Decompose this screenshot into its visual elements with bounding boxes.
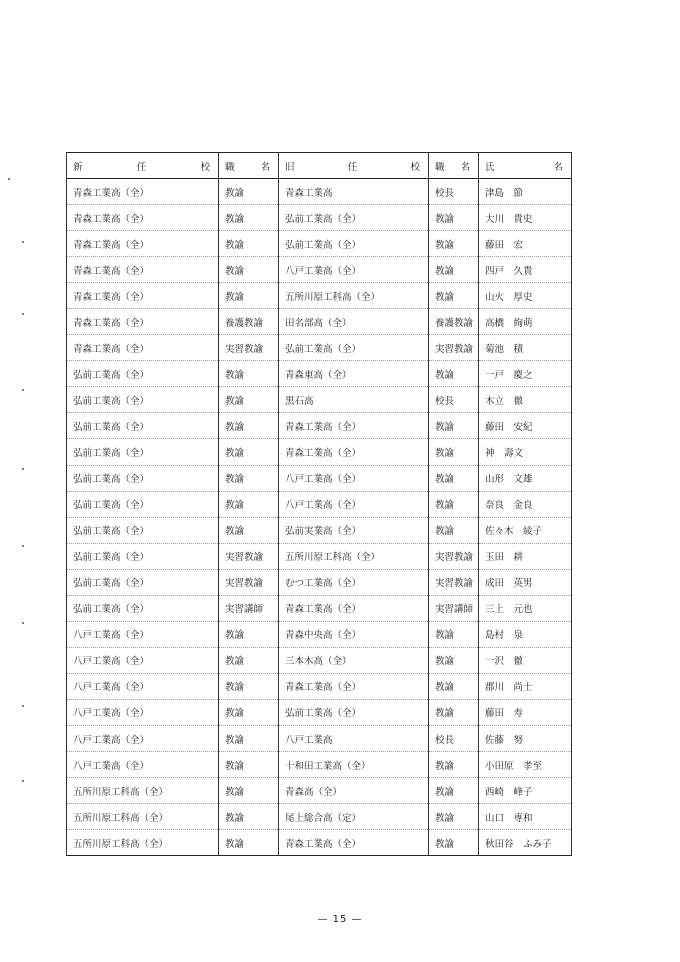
cell-old-school: 尾上総合高（定）	[279, 804, 429, 830]
cell-old-school: 黒石高	[279, 387, 429, 413]
cell-new-school: 八戸工業高（全）	[67, 752, 219, 778]
cell-old-school: 八戸工業高（全）	[279, 465, 429, 491]
cell-old-school: 五所川原工科高（全）	[279, 283, 429, 309]
cell-new-position: 教諭	[219, 465, 279, 491]
cell-new-position: 教諭	[219, 491, 279, 517]
table-body	[67, 179, 572, 856]
table-row	[67, 231, 572, 257]
cell-name: 高橋 絢萌	[479, 309, 572, 335]
cell-new-school: 青森工業高（全）	[67, 179, 219, 205]
table-row	[67, 543, 572, 569]
personnel-table	[66, 152, 572, 856]
cell-new-school: 五所川原工科高（全）	[67, 830, 219, 856]
cell-old-school: 八戸工業高（全）	[279, 257, 429, 283]
cell-old-position: 教諭	[429, 361, 479, 387]
cell-new-school: 弘前工業高（全）	[67, 413, 219, 439]
cell-new-position: 教諭	[219, 752, 279, 778]
cell-new-position: 教諭	[219, 830, 279, 856]
cell-new-school: 弘前工業高（全）	[67, 387, 219, 413]
cell-new-position: 教諭	[219, 439, 279, 465]
cell-new-position: 教諭	[219, 699, 279, 725]
cell-name: 佐々木 綾子	[479, 517, 572, 543]
header-new-position: 職 名	[219, 153, 279, 179]
cell-old-position: 教諭	[429, 778, 479, 804]
cell-new-position: 教諭	[219, 387, 279, 413]
cell-new-position: 教諭	[219, 257, 279, 283]
cell-name: 四戸 久貴	[479, 257, 572, 283]
cell-name: 島村 泉	[479, 621, 572, 647]
cell-old-position: 教諭	[429, 413, 479, 439]
table-row	[67, 465, 572, 491]
cell-old-position: 教諭	[429, 699, 479, 725]
cell-old-position: 教諭	[429, 647, 479, 673]
cell-old-school: 青森工業高（全）	[279, 673, 429, 699]
cell-name: 神 壽文	[479, 439, 572, 465]
cell-name: 郡川 尚士	[479, 673, 572, 699]
cell-new-school: 八戸工業高（全）	[67, 699, 219, 725]
cell-old-position: 教諭	[429, 231, 479, 257]
table-row	[67, 283, 572, 309]
cell-old-position: 実習教諭	[429, 543, 479, 569]
table-row	[67, 595, 572, 621]
cell-old-school: 弘前実業高（全）	[279, 517, 429, 543]
cell-new-school: 弘前工業高（全）	[67, 595, 219, 621]
cell-name: 一沢 徹	[479, 647, 572, 673]
cell-new-position: 教諭	[219, 231, 279, 257]
scan-speck	[22, 389, 24, 391]
cell-new-school: 青森工業高（全）	[67, 257, 219, 283]
cell-old-school: 青森工業高（全）	[279, 439, 429, 465]
cell-name: 菊池 積	[479, 335, 572, 361]
cell-new-school: 八戸工業高（全）	[67, 621, 219, 647]
cell-new-school: 青森工業高（全）	[67, 335, 219, 361]
cell-old-school: 弘前工業高（全）	[279, 335, 429, 361]
table-row	[67, 778, 572, 804]
table-row	[67, 804, 572, 830]
cell-new-position: 養護教諭	[219, 309, 279, 335]
cell-new-school: 弘前工業高（全）	[67, 517, 219, 543]
cell-new-school: 青森工業高（全）	[67, 309, 219, 335]
cell-old-school: 八戸工業高（全）	[279, 491, 429, 517]
cell-old-position: 教諭	[429, 830, 479, 856]
cell-old-school: 弘前工業高（全）	[279, 699, 429, 725]
cell-old-position: 校長	[429, 725, 479, 751]
header-old-school: 旧 任 校	[279, 153, 429, 179]
scan-speck	[8, 178, 10, 180]
cell-old-school: 三本木高（全）	[279, 647, 429, 673]
cell-old-school: 青森中央高（全）	[279, 621, 429, 647]
table-row	[67, 491, 572, 517]
scan-speck	[22, 545, 24, 547]
scan-speck	[22, 705, 24, 707]
cell-old-position: 教諭	[429, 752, 479, 778]
header-old-position: 職 名	[429, 153, 479, 179]
table-row	[67, 647, 572, 673]
cell-old-school: 青森工業高	[279, 179, 429, 205]
cell-old-school: 青森東高（全）	[279, 361, 429, 387]
cell-new-school: 八戸工業高（全）	[67, 647, 219, 673]
cell-new-school: 五所川原工科高（全）	[67, 778, 219, 804]
table-row	[67, 205, 572, 231]
cell-old-school: 弘前工業高（全）	[279, 205, 429, 231]
cell-old-school: むつ工業高（全）	[279, 569, 429, 595]
cell-name: 藤田 安紀	[479, 413, 572, 439]
cell-name: 津島 節	[479, 179, 572, 205]
cell-new-school: 弘前工業高（全）	[67, 569, 219, 595]
cell-old-position: 教諭	[429, 491, 479, 517]
cell-old-position: 教諭	[429, 283, 479, 309]
table-row	[67, 361, 572, 387]
cell-old-school: 青森工業高（全）	[279, 413, 429, 439]
cell-new-position: 教諭	[219, 205, 279, 231]
cell-new-position: 実習講師	[219, 595, 279, 621]
cell-old-school: 弘前工業高（全）	[279, 231, 429, 257]
cell-old-position: 実習教諭	[429, 569, 479, 595]
cell-old-position: 教諭	[429, 804, 479, 830]
cell-old-position: 教諭	[429, 673, 479, 699]
cell-new-school: 青森工業高（全）	[67, 205, 219, 231]
cell-name: 山形 文雄	[479, 465, 572, 491]
cell-name: 三上 元也	[479, 595, 572, 621]
table-row	[67, 830, 572, 856]
cell-new-school: 弘前工業高（全）	[67, 491, 219, 517]
cell-old-school: 青森工業高（全）	[279, 595, 429, 621]
scan-speck	[22, 241, 24, 243]
cell-new-position: 実習教諭	[219, 569, 279, 595]
cell-new-position: 教諭	[219, 725, 279, 751]
table-row	[67, 699, 572, 725]
cell-new-position: 教諭	[219, 673, 279, 699]
cell-new-position: 教諭	[219, 361, 279, 387]
cell-new-position: 教諭	[219, 517, 279, 543]
cell-old-school: 五所川原工科高（全）	[279, 543, 429, 569]
cell-new-position: 教諭	[219, 647, 279, 673]
table-row	[67, 439, 572, 465]
cell-new-position: 教諭	[219, 621, 279, 647]
cell-new-school: 弘前工業高（全）	[67, 439, 219, 465]
cell-new-school: 青森工業高（全）	[67, 231, 219, 257]
table-row	[67, 517, 572, 543]
cell-name: 藤田 宏	[479, 231, 572, 257]
cell-name: 西崎 峰子	[479, 778, 572, 804]
cell-old-position: 教諭	[429, 439, 479, 465]
table-row	[67, 413, 572, 439]
scan-speck	[22, 468, 24, 470]
cell-old-position: 教諭	[429, 257, 479, 283]
cell-new-school: 弘前工業高（全）	[67, 543, 219, 569]
cell-name: 木立 徹	[479, 387, 572, 413]
cell-new-position: 教諭	[219, 179, 279, 205]
table-row	[67, 752, 572, 778]
cell-old-position: 実習講師	[429, 595, 479, 621]
cell-old-school: 八戸工業高	[279, 725, 429, 751]
table-row	[67, 257, 572, 283]
cell-old-school: 田名部高（全）	[279, 309, 429, 335]
cell-old-position: 校長	[429, 387, 479, 413]
cell-name: 成田 英男	[479, 569, 572, 595]
table-row	[67, 335, 572, 361]
cell-name: 小田原 孝至	[479, 752, 572, 778]
cell-old-position: 教諭	[429, 517, 479, 543]
table-header-row	[67, 153, 572, 179]
cell-old-position: 校長	[429, 179, 479, 205]
cell-new-position: 教諭	[219, 804, 279, 830]
table-row	[67, 569, 572, 595]
cell-new-school: 弘前工業高（全）	[67, 361, 219, 387]
cell-name: 奈良 金良	[479, 491, 572, 517]
table-row	[67, 621, 572, 647]
table-row	[67, 309, 572, 335]
cell-name: 山口 専和	[479, 804, 572, 830]
cell-old-position: 実習教諭	[429, 335, 479, 361]
cell-name: 一戸 慶之	[479, 361, 572, 387]
cell-name: 山火 厚史	[479, 283, 572, 309]
table-row	[67, 725, 572, 751]
cell-new-school: 五所川原工科高（全）	[67, 804, 219, 830]
cell-new-school: 弘前工業高（全）	[67, 465, 219, 491]
cell-old-position: 教諭	[429, 465, 479, 491]
header-new-school: 新 任 校	[67, 153, 219, 179]
cell-new-position: 実習教諭	[219, 543, 279, 569]
cell-new-school: 八戸工業高（全）	[67, 673, 219, 699]
cell-name: 秋田谷 ふみ子	[479, 830, 572, 856]
header-name: 氏 名	[479, 153, 572, 179]
cell-old-position: 教諭	[429, 621, 479, 647]
cell-name: 佐藤 努	[479, 725, 572, 751]
cell-old-school: 青森工業高（全）	[279, 830, 429, 856]
scan-speck	[22, 313, 24, 315]
cell-new-position: 教諭	[219, 778, 279, 804]
cell-old-school: 十和田工業高（全）	[279, 752, 429, 778]
table-row	[67, 387, 572, 413]
cell-name: 藤田 寿	[479, 699, 572, 725]
page-number: — 15 —	[317, 914, 363, 925]
scan-speck	[22, 780, 24, 782]
cell-new-school: 青森工業高（全）	[67, 283, 219, 309]
cell-name: 玉田 耕	[479, 543, 572, 569]
cell-new-school: 八戸工業高（全）	[67, 725, 219, 751]
table-row	[67, 179, 572, 205]
cell-new-position: 実習教諭	[219, 335, 279, 361]
cell-name: 大川 貴史	[479, 205, 572, 231]
cell-new-position: 教諭	[219, 283, 279, 309]
cell-new-position: 教諭	[219, 413, 279, 439]
scan-speck	[22, 622, 24, 624]
cell-old-position: 教諭	[429, 205, 479, 231]
cell-old-position: 養護教諭	[429, 309, 479, 335]
table-row	[67, 673, 572, 699]
cell-old-school: 青森高（全）	[279, 778, 429, 804]
